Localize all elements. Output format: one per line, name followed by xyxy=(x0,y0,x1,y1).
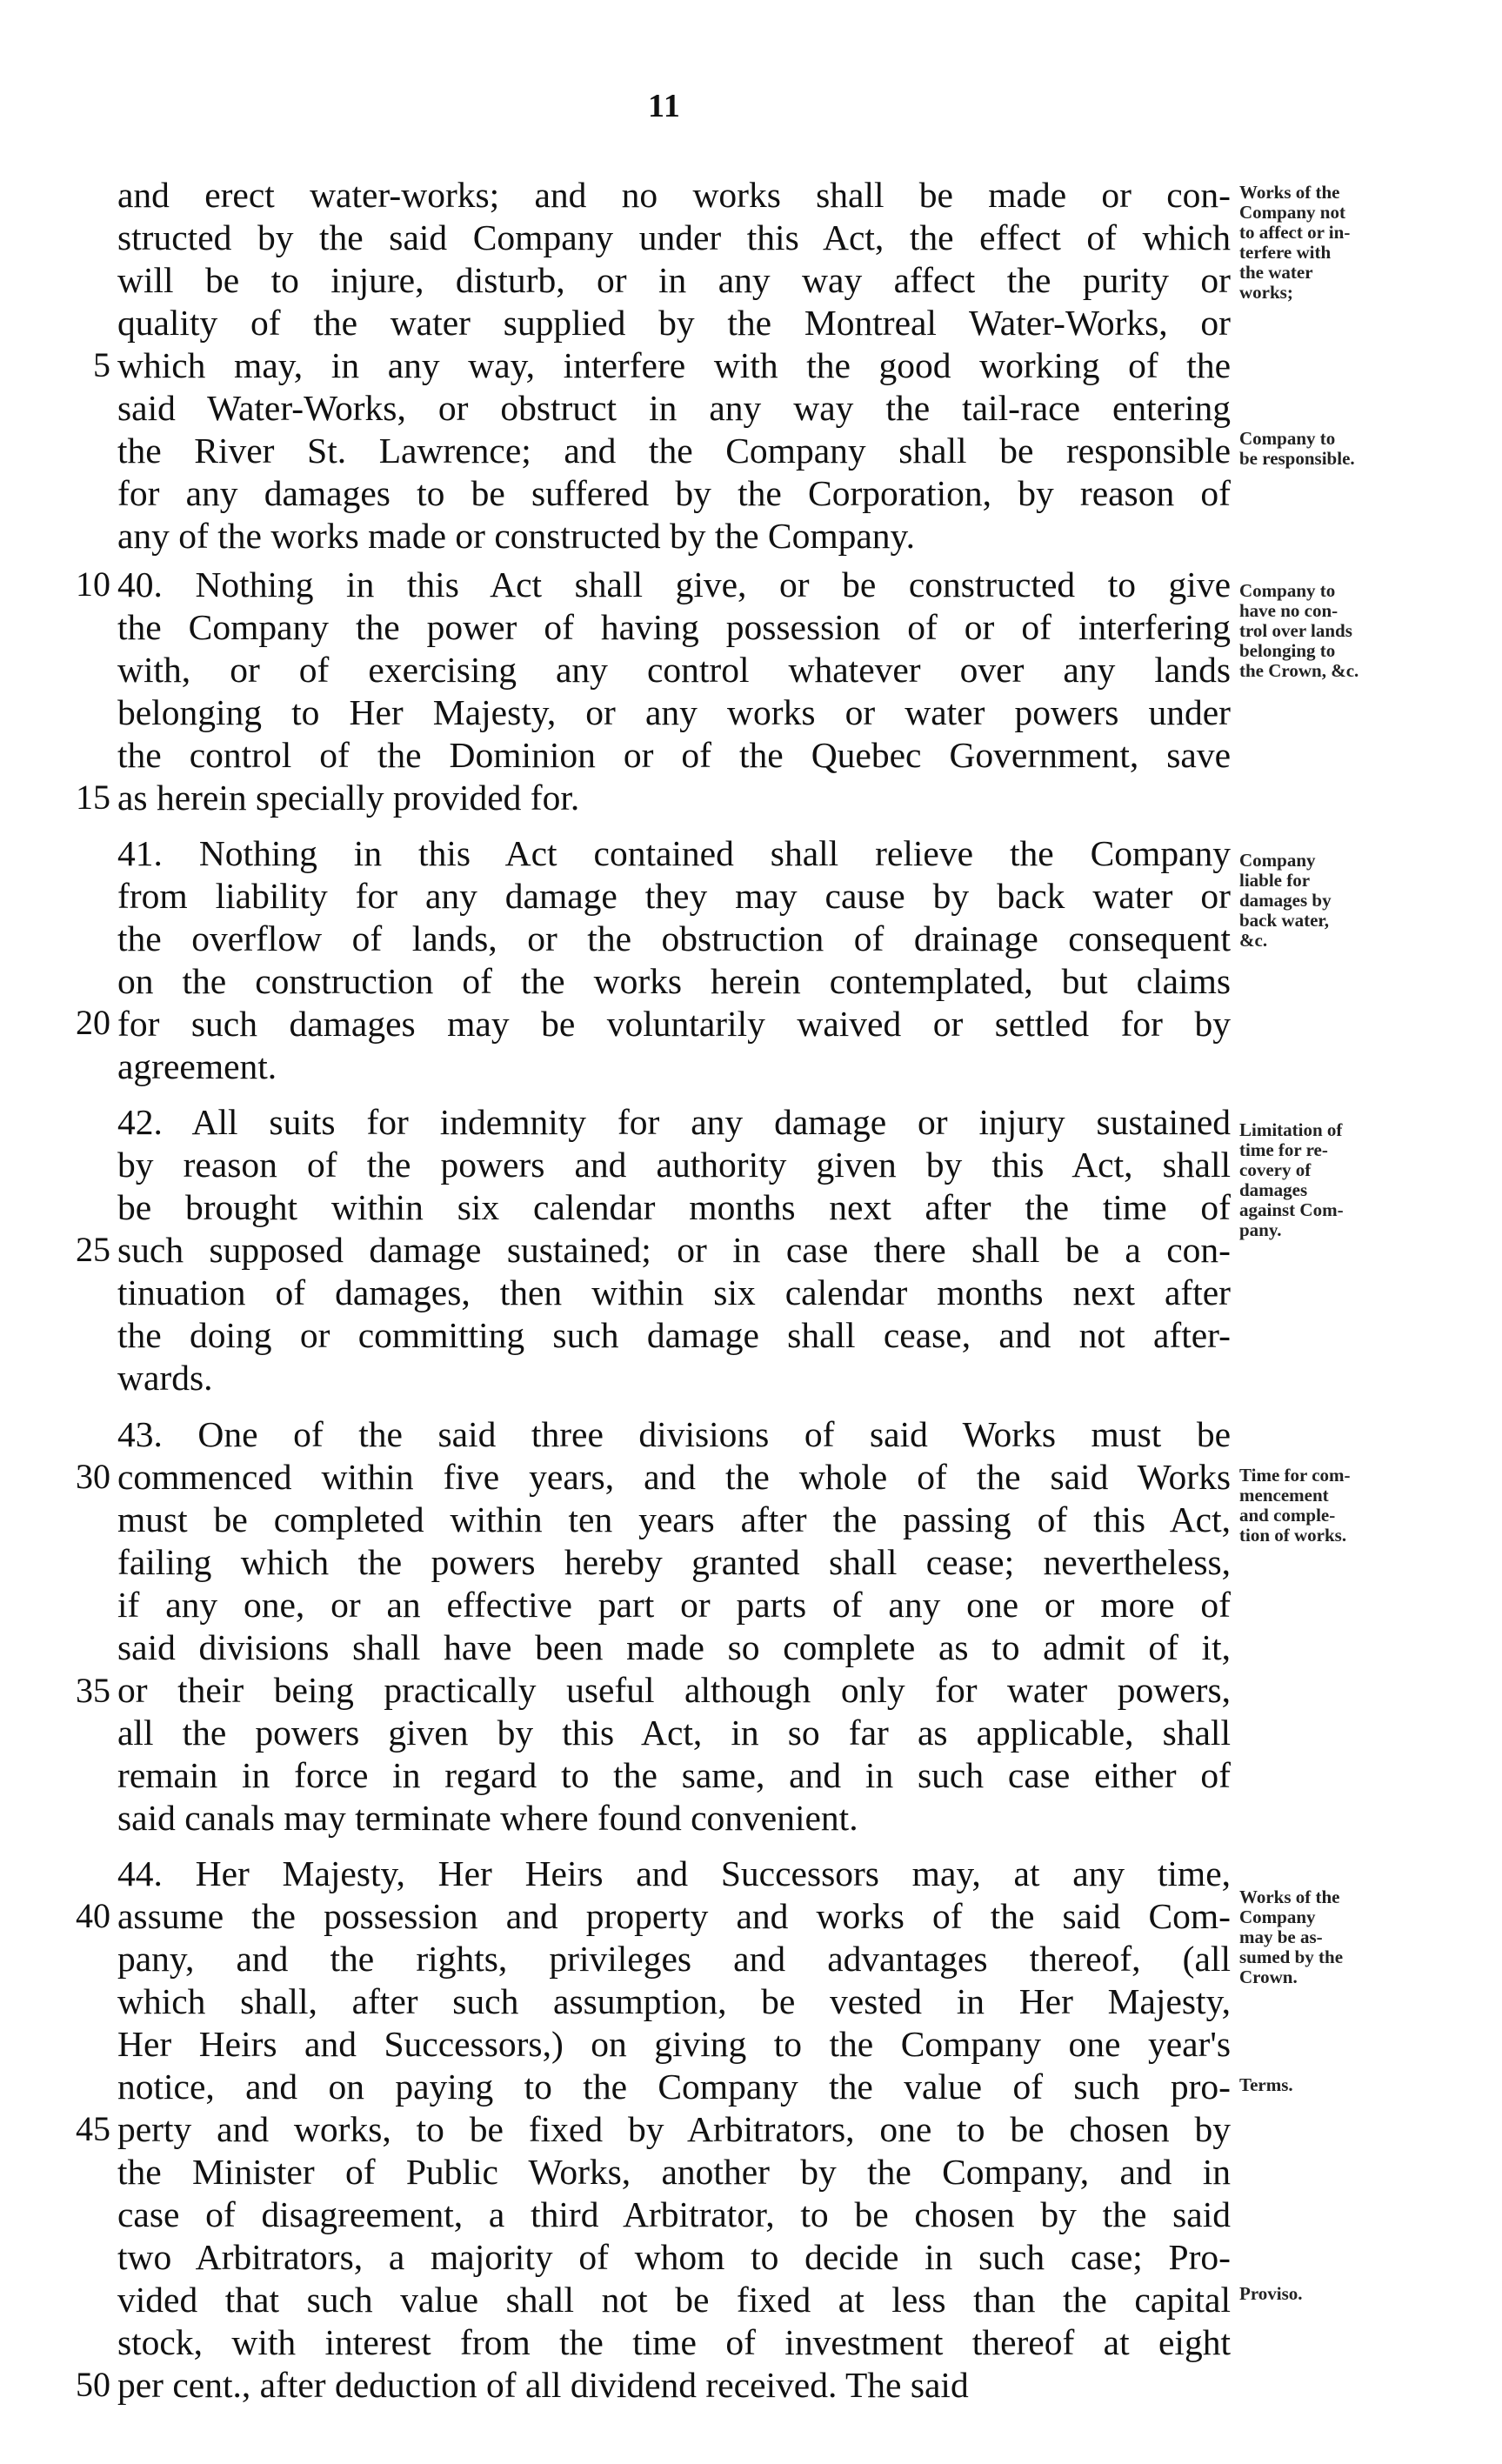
text-line: notice, and on paying to the Company the value of such pro- xyxy=(117,2067,1231,2107)
marginal-note xyxy=(1239,2284,1500,2304)
marginal-note-line: Company xyxy=(1239,1906,1316,1927)
marginal-note-line: Works of the xyxy=(1239,182,1340,203)
paragraph-continued xyxy=(117,174,1231,558)
marginal-note xyxy=(1239,851,1500,951)
text-line: with, or of exercising any control whatever over any lands xyxy=(117,650,1231,690)
marginal-note-line: works; xyxy=(1239,282,1293,303)
line-number: 50 xyxy=(76,2365,110,2404)
marginal-note-line: against Com- xyxy=(1239,1199,1344,1220)
marginal-note-line: terfere with xyxy=(1239,242,1332,263)
text-line: be brought within six calendar months next after the time of xyxy=(117,1187,1231,1227)
text-line: tinuation of damages, then within six calendar months next after xyxy=(117,1272,1231,1312)
marginal-note-line: and comple- xyxy=(1239,1505,1336,1526)
marginal-note-line: damages xyxy=(1239,1179,1308,1200)
marginal-note-line: be responsible. xyxy=(1239,448,1355,469)
marginal-note-line: to affect or in- xyxy=(1239,222,1351,243)
text-line: 43. One of the said three divisions of said Works must be xyxy=(117,1414,1231,1454)
text-line: stock, with interest from the time of investment thereof at eight xyxy=(117,2322,1231,2362)
text-line: case of disagreement, a third Arbitrator, to be chosen by the said xyxy=(117,2194,1231,2234)
text-line: structed by the said Company under this Act, the effect of which xyxy=(117,217,1231,257)
marginal-note-line: sumed by the xyxy=(1239,1946,1344,1967)
text-line: wards. xyxy=(117,1358,213,1398)
line-number: 15 xyxy=(76,778,110,817)
marginal-note-line: Company xyxy=(1239,850,1316,871)
text-line: perty and works, to be fixed by Arbitrators, one to be chosen by xyxy=(117,2109,1231,2149)
marginal-note-line: Crown. xyxy=(1239,1967,1298,1987)
text-line: assume the possession and property and works of the said Com- xyxy=(117,1896,1231,1936)
marginal-note-line: &c. xyxy=(1239,930,1268,951)
marginal-note-line: tion of works. xyxy=(1239,1525,1347,1546)
marginal-note-line: the Crown, &c. xyxy=(1239,660,1359,681)
marginal-note-line: the water xyxy=(1239,262,1313,283)
marginal-note-line: have no con- xyxy=(1239,600,1338,621)
text-line: and erect water-works; and no works shall be made or con- xyxy=(117,175,1231,215)
marginal-note-line: Time for com- xyxy=(1239,1465,1351,1486)
text-line: or their being practically useful although only for water powers, xyxy=(117,1670,1231,1710)
text-line: by reason of the powers and authority given by this Act, shall xyxy=(117,1145,1231,1185)
text-line: any of the works made or constructed by the Company. xyxy=(117,516,915,556)
text-line: pany, and the rights, privileges and advantages thereof, (all xyxy=(117,1939,1231,1979)
section-paragraph xyxy=(117,1853,1231,2407)
text-line: which may, in any way, interfere with the good working of the xyxy=(117,345,1231,385)
text-line: the control of the Dominion or of the Quebec Government, save xyxy=(117,735,1231,775)
marginal-note xyxy=(1239,1887,1500,1987)
text-line: said canals may terminate where found convenient. xyxy=(117,1798,858,1838)
text-line: commenced within five years, and the whole of the said Works xyxy=(117,1457,1231,1497)
marginal-note-line: Company to xyxy=(1239,428,1336,449)
page-number: 11 xyxy=(648,88,681,124)
text-line: 40. Nothing in this Act shall give, or be constructed to give xyxy=(117,564,1231,604)
text-line: vided that such value shall not be fixed at less than the capital xyxy=(117,2280,1231,2320)
line-number: 5 xyxy=(93,345,110,384)
marginal-note-line: Proviso. xyxy=(1239,2283,1303,2304)
text-line: all the powers given by this Act, in so far as applicable, shall xyxy=(117,1713,1231,1753)
line-number: 10 xyxy=(76,564,110,604)
marginal-note-line: mencement xyxy=(1239,1485,1329,1506)
text-line: 41. Nothing in this Act contained shall relieve the Company xyxy=(117,833,1231,873)
marginal-note-line: liable for xyxy=(1239,870,1311,891)
text-line: the Minister of Public Works, another by the Company, and in xyxy=(117,2152,1231,2192)
line-number: 35 xyxy=(76,1671,110,1710)
line-number: 40 xyxy=(76,1896,110,1935)
marginal-note-line: belonging to xyxy=(1239,640,1336,661)
marginal-note xyxy=(1239,183,1500,303)
text-line: the Company the power of having possession of or of interfering xyxy=(117,607,1231,647)
text-line: for such damages may be voluntarily waived or settled for by xyxy=(117,1004,1231,1044)
marginal-note xyxy=(1239,1466,1500,1546)
section-paragraph xyxy=(117,1413,1231,1840)
text-line: which shall, after such assumption, be vested in Her Majesty, xyxy=(117,1981,1231,2021)
text-line: Her Heirs and Successors,) on giving to the Company one year's xyxy=(117,2024,1231,2064)
text-line: if any one, or an effective part or parts of any one or more of xyxy=(117,1585,1231,1625)
marginal-note xyxy=(1239,429,1500,469)
marginal-note-line: trol over lands xyxy=(1239,620,1352,641)
line-number: 30 xyxy=(76,1457,110,1496)
text-line: will be to injure, disturb, or in any way affect the purity or xyxy=(117,260,1231,300)
text-line: the doing or committing such damage shall cease, and not after- xyxy=(117,1315,1231,1355)
marginal-note-line: Company not xyxy=(1239,202,1345,223)
text-line: must be completed within ten years after the passing of this Act, xyxy=(117,1499,1231,1539)
text-line: 42. All suits for indemnity for any damage or injury sustained xyxy=(117,1102,1231,1142)
line-number: 25 xyxy=(76,1230,110,1269)
text-line: failing which the powers hereby granted shall cease; nevertheless, xyxy=(117,1542,1231,1582)
text-line: agreement. xyxy=(117,1046,277,1086)
line-number: 45 xyxy=(76,2109,110,2148)
text-line: the overflow of lands, or the obstruction of drainage consequent xyxy=(117,918,1231,958)
marginal-note-line: Works of the xyxy=(1239,1886,1340,1907)
marginal-note-line: time for re- xyxy=(1239,1139,1328,1160)
marginal-note-line: Terms. xyxy=(1239,2074,1293,2095)
marginal-note-line: pany. xyxy=(1239,1219,1282,1240)
text-line: belonging to Her Majesty, or any works or water powers under xyxy=(117,692,1231,732)
marginal-note-line: damages by xyxy=(1239,890,1332,911)
text-line: the River St. Lawrence; and the Company shall be responsible xyxy=(117,431,1231,471)
marginal-note-line: may be as- xyxy=(1239,1926,1323,1947)
line-number: 20 xyxy=(76,1003,110,1042)
text-line: from liability for any damage they may cause by back water or xyxy=(117,876,1231,916)
marginal-note-line: covery of xyxy=(1239,1159,1312,1180)
text-line: for any damages to be suffered by the Corporation, by reason of xyxy=(117,473,1231,513)
text-line: said divisions shall have been made so complete as to admit of it, xyxy=(117,1627,1231,1667)
text-line: as herein specially provided for. xyxy=(117,778,580,818)
marginal-note-line: Limitation of xyxy=(1239,1119,1343,1140)
marginal-note xyxy=(1239,2075,1500,2095)
text-line: per cent., after deduction of all dividend received. The said xyxy=(117,2365,969,2405)
marginal-note-line: Company to xyxy=(1239,580,1336,601)
marginal-note xyxy=(1239,1120,1500,1240)
section-paragraph xyxy=(117,832,1231,1088)
text-line: quality of the water supplied by the Montreal Water-Works, or xyxy=(117,303,1231,343)
section-paragraph xyxy=(117,564,1231,819)
section-paragraph xyxy=(117,1101,1231,1399)
text-line: remain in force in regard to the same, and in such case either of xyxy=(117,1755,1231,1795)
text-line: two Arbitrators, a majority of whom to decide in such case; Pro- xyxy=(117,2237,1231,2277)
text-line: on the construction of the works herein contemplated, but claims xyxy=(117,961,1231,1001)
marginal-note-line: back water, xyxy=(1239,910,1330,931)
text-line: 44. Her Majesty, Her Heirs and Successors may, at any time, xyxy=(117,1853,1231,1893)
marginal-note xyxy=(1239,581,1500,681)
text-line: said Water-Works, or obstruct in any way the tail-race entering xyxy=(117,388,1231,428)
text-line: such supposed damage sustained; or in case there shall be a con- xyxy=(117,1230,1231,1270)
